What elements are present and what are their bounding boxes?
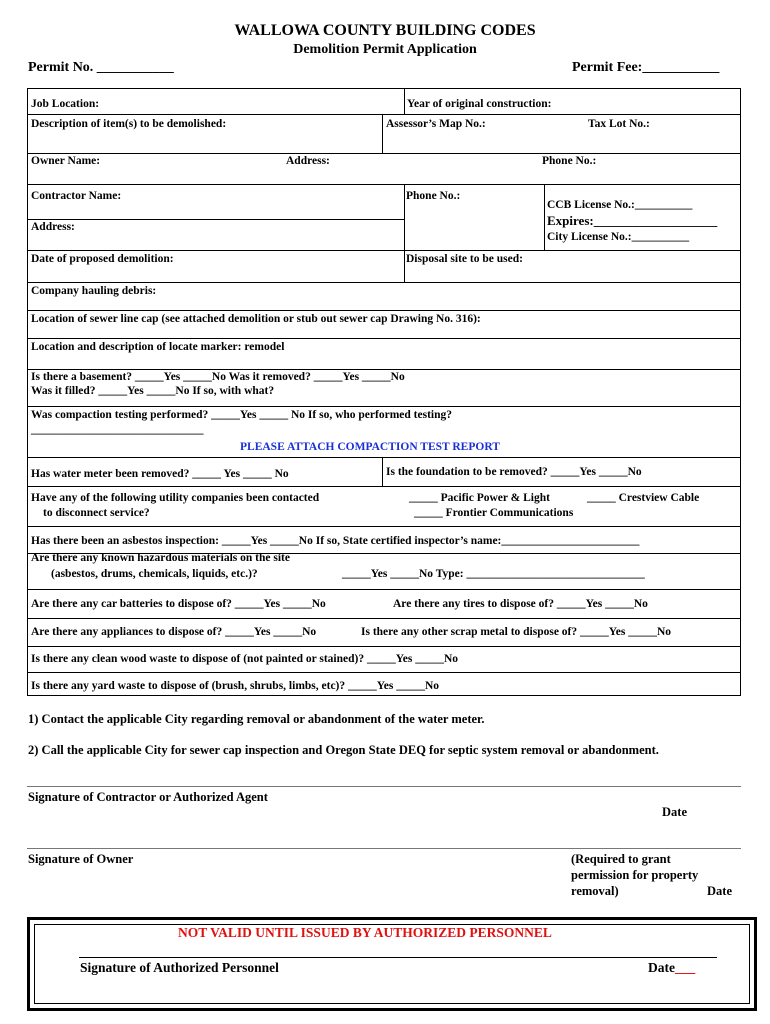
date-demolition-label[interactable]: Date of proposed demolition: xyxy=(31,253,174,265)
authorized-date-text: Date xyxy=(648,960,675,975)
page-subtitle: Demolition Permit Application xyxy=(293,42,477,57)
company-hauling-label[interactable]: Company hauling debris: xyxy=(31,285,157,297)
contractor-phone-label[interactable]: Phone No.: xyxy=(406,190,461,202)
row-divider xyxy=(28,114,740,115)
row-divider xyxy=(28,184,740,185)
column-divider xyxy=(404,184,405,282)
owner-date-label: Date xyxy=(707,884,732,898)
row-divider xyxy=(28,526,740,527)
frontier-option[interactable]: _____ Frontier Communications xyxy=(414,507,574,519)
foundation-question[interactable]: Is the foundation to be removed? _____Yes _____No xyxy=(386,466,642,478)
car-batteries-question[interactable]: Are there any car batteries to dispose of? _____Yes _____No xyxy=(31,598,326,610)
row-divider xyxy=(28,153,740,154)
permit-fee-field[interactable]: Permit Fee:___________ xyxy=(572,60,720,75)
owner-phone-label[interactable]: Phone No.: xyxy=(542,155,597,167)
note-water-meter: 1) Contact the applicable City regarding removal or abandonment of the water meter. xyxy=(28,712,485,726)
hazardous-answer[interactable]: _____Yes _____No Type: _______________________________ xyxy=(342,568,645,580)
authorized-signature-text: Signature of Authorized Personnel xyxy=(80,960,279,975)
not-valid-notice: NOT VALID UNTIL ISSUED BY AUTHORIZED PERSONNEL xyxy=(178,925,552,940)
authorized-signature-line[interactable] xyxy=(79,957,717,958)
ccb-license-field[interactable]: CCB License No.:__________ xyxy=(547,199,693,211)
row-divider xyxy=(28,486,740,487)
assessor-map-label[interactable]: Assessor’s Map No.: xyxy=(386,118,486,130)
contractor-name-label[interactable]: Contractor Name: xyxy=(31,190,122,202)
row-divider xyxy=(28,646,740,647)
utility-question: Have any of the following utility companies been contacted xyxy=(31,492,320,504)
yard-waste-question[interactable]: Is there any yard waste to dispose of (brush, shrubs, limbs, etc)? _____Yes _____No xyxy=(31,680,440,692)
locate-marker-label[interactable]: Location and description of locate marker: remodel xyxy=(31,341,285,353)
required-note-1: (Required to grant xyxy=(571,852,671,866)
job-location-label[interactable]: Job Location: xyxy=(31,98,100,110)
crestview-option[interactable]: _____ Crestview Cable xyxy=(587,492,700,504)
column-divider xyxy=(382,457,383,486)
row-divider xyxy=(28,457,740,458)
utility-question-cont: to disconnect service? xyxy=(43,507,150,519)
asbestos-question[interactable]: Has there been an asbestos inspection: _____Yes _____No If so, State certified inspector’s name:________________________ xyxy=(31,535,640,547)
column-divider xyxy=(544,184,545,250)
pacific-power-option[interactable]: _____ Pacific Power & Light xyxy=(409,492,550,504)
application-form xyxy=(27,88,741,696)
city-license-field[interactable]: City License No.:__________ xyxy=(547,231,690,243)
row-divider xyxy=(28,589,740,590)
required-note-3: removal) xyxy=(571,884,619,898)
water-meter-question[interactable]: Has water meter been removed? _____ Yes _____ No xyxy=(31,468,289,480)
attach-report-notice: PLEASE ATTACH COMPACTION TEST REPORT xyxy=(240,441,500,453)
signature-line-contractor[interactable] xyxy=(27,786,741,787)
authorized-date-label xyxy=(648,960,695,976)
description-label[interactable]: Description of item(s) to be demolished: xyxy=(31,118,227,130)
tax-lot-label[interactable]: Tax Lot No.: xyxy=(588,118,650,130)
scrap-metal-question[interactable]: Is there any other scrap metal to dispose of? _____Yes _____No xyxy=(361,626,672,638)
row-divider xyxy=(28,310,740,311)
owner-signature-label: Signature of Owner xyxy=(28,852,134,866)
owner-address-label[interactable]: Address: xyxy=(286,155,330,167)
column-divider xyxy=(404,89,405,114)
row-divider xyxy=(28,219,404,220)
basement-question[interactable]: Is there a basement? _____Yes _____No Was it removed? _____Yes _____No xyxy=(31,371,405,383)
required-note-2: permission for property xyxy=(571,868,699,882)
row-divider xyxy=(28,338,740,339)
row-divider xyxy=(28,618,740,619)
row-divider xyxy=(28,369,740,370)
page-title: WALLOWA COUNTY BUILDING CODES xyxy=(234,22,536,39)
owner-name-label[interactable]: Owner Name: xyxy=(31,155,101,167)
disposal-site-label[interactable]: Disposal site to be used: xyxy=(406,253,523,265)
compaction-question[interactable]: Was compaction testing performed? _____Yes _____ No If so, who performed testing? xyxy=(31,409,452,421)
hazardous-question: Are there any known hazardous materials on the site xyxy=(31,552,290,564)
hazardous-question-cont: (asbestos, drums, chemicals, liquids, etc.)? xyxy=(51,568,258,580)
signature-line-owner[interactable] xyxy=(27,848,741,849)
official-use-box xyxy=(27,917,757,1011)
filled-question[interactable]: Was it filled? _____Yes _____No If so, with what? xyxy=(31,385,275,397)
authorized-signature-label xyxy=(80,960,279,976)
contractor-date-label: Date xyxy=(662,805,687,819)
sewer-cap-label[interactable]: Location of sewer line cap (see attached demolition or stub out sewer cap Drawing No. 316): xyxy=(31,313,481,325)
wood-waste-question[interactable]: Is there any clean wood waste to dispose of (not painted or stained)? _____Yes _____No xyxy=(31,653,458,665)
row-divider xyxy=(28,250,740,251)
contractor-signature-label: Signature of Contractor or Authorized Agent xyxy=(28,790,268,804)
authorized-date-blank[interactable]: ___ xyxy=(675,960,696,975)
compaction-tester-line[interactable]: ______________________________ xyxy=(31,424,204,436)
permit-number-field[interactable]: Permit No. ___________ xyxy=(28,60,174,75)
year-construction-label[interactable]: Year of original construction: xyxy=(407,98,552,110)
contractor-address-label[interactable]: Address: xyxy=(31,221,75,233)
appliances-question[interactable]: Are there any appliances to dispose of? _____Yes _____No xyxy=(31,626,317,638)
note-sewer-cap: 2) Call the applicable City for sewer cap inspection and Oregon State DEQ for septic system removal or abandonment. xyxy=(28,743,659,757)
tires-question[interactable]: Are there any tires to dispose of? _____Yes _____No xyxy=(393,598,648,610)
row-divider xyxy=(28,406,740,407)
expires-field[interactable]: Expires:___________________ xyxy=(547,213,718,228)
row-divider xyxy=(28,672,740,673)
row-divider xyxy=(28,282,740,283)
column-divider xyxy=(382,114,383,153)
